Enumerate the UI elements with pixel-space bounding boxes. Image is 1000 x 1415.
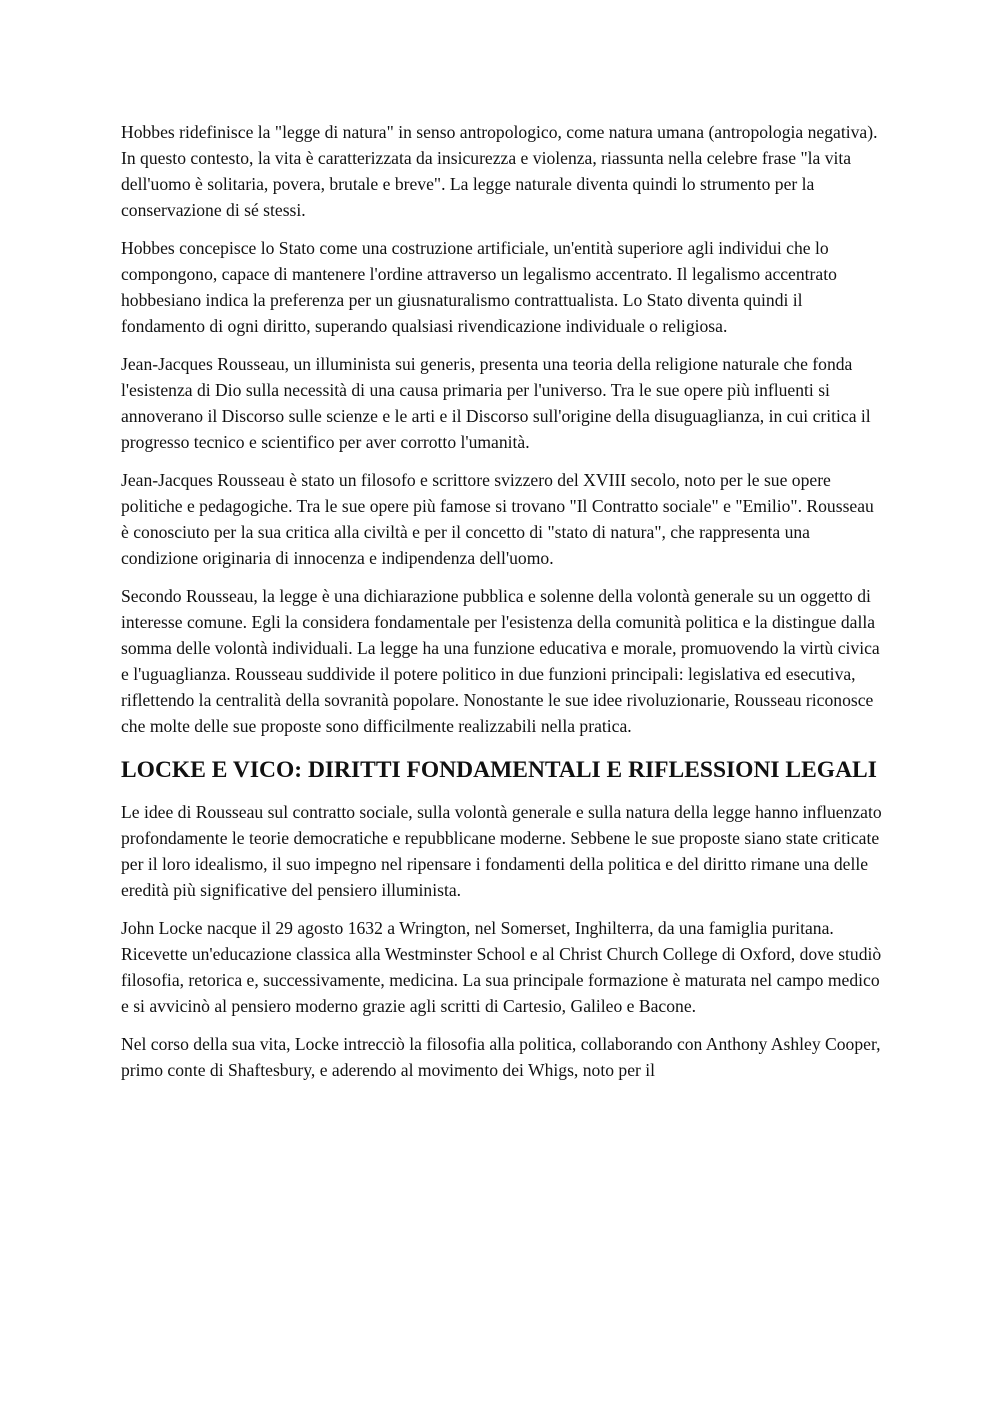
document-body [121, 119, 883, 1095]
paragraph-rousseau-religion: Jean-Jacques Rousseau, un illuminista sui generis, presenta una teoria della religione naturale che fonda l'esistenza di Dio sulla necessità di una causa primaria per l'universo. Tra le sue opere più influenti si annoverano il Discorso sulle scienze e le arti e il Discorso sull'origine della disuguaglianza, in cui critica il progresso tecnico e scientifico per aver corrotto l'umanità. [121, 354, 871, 452]
paragraph-hobbes-natural-law: Hobbes ridefinisce la "legge di natura" in senso antropologico, come natura umana (antropologia negativa). In questo contesto, la vita è caratterizzata da insicurezza e violenza, riassunta nella celebre frase "la vita dell'uomo è solitaria, povera, brutale e breve". La legge naturale diventa quindi lo strumento per la conservazione di sé stessi. [121, 122, 878, 220]
paragraph-locke-politics: Nel corso della sua vita, Locke intrecciò la filosofia alla politica, collaborando con Anthony Ashley Cooper, primo conte di Shaftesbury, e aderendo al movimento dei Whigs, noto per il [121, 1034, 881, 1080]
paragraph-locke-biography: John Locke nacque il 29 agosto 1632 a Wrington, nel Somerset, Inghilterra, da una famiglia puritana. Ricevette un'educazione classica alla Westminster School e al Christ Church College di Oxford, dove studiò filosofia, retorica e, successivamente, medicina. La sua principale formazione è maturata nel campo medico e si avvicinò al pensiero moderno grazie agli scritti di Cartesio, Galileo e Bacone. [121, 918, 882, 1016]
section-heading: LOCKE E VICO: DIRITTI FONDAMENTALI E RIFLESSIONI LEGALI [121, 757, 877, 783]
paragraph-rousseau-law: Secondo Rousseau, la legge è una dichiarazione pubblica e solenne della volontà generale su un oggetto di interesse comune. Egli la considera fondamentale per l'esistenza della comunità politica e la distingue dalla somma delle volontà individuali. La legge ha una funzione educativa e morale, promuovendo la virtù civica e l'uguaglianza. Rousseau suddivide il potere politico in due funzioni principali: legislativa ed esecutiva, riflettendo la centralità della sovranità popolare. Nonostante le sue idee rivoluzionarie, Rousseau riconosce che molte delle sue proposte sono difficilmente realizzabili nella pratica. [121, 586, 880, 736]
paragraph-rousseau-biography: Jean-Jacques Rousseau è stato un filosofo e scrittore svizzero del XVIII secolo, noto per le sue opere politiche e pedagogiche. Tra le sue opere più famose si trovano "Il Contratto sociale" e "Emilio". Rousseau è conosciuto per la sua critica alla civiltà e per il concetto di "stato di natura", che rappresenta una condizione originaria di innocenza e indipendenza dell'uomo. [121, 470, 874, 568]
paragraph-hobbes-state: Hobbes concepisce lo Stato come una costruzione artificiale, un'entità superiore agli individui che lo compongono, capace di mantenere l'ordine attraverso un legalismo accentrato. Il legalismo accentrato hobbesiano indica la preferenza per un giusnaturalismo contrattualista. Lo Stato diventa quindi il fondamento di ogni diritto, superando qualsiasi rivendicazione individuale o religiosa. [121, 238, 837, 336]
paragraph-rousseau-legacy: Le idee di Rousseau sul contratto sociale, sulla volontà generale e sulla natura della legge hanno influenzato profondamente le teorie democratiche e repubblicane moderne. Sebbene le sue proposte siano state criticate per il loro idealismo, il suo impegno nel ripensare i fondamenti della politica e del diritto rimane una delle eredità più significative del pensiero illuminista. [121, 802, 882, 900]
